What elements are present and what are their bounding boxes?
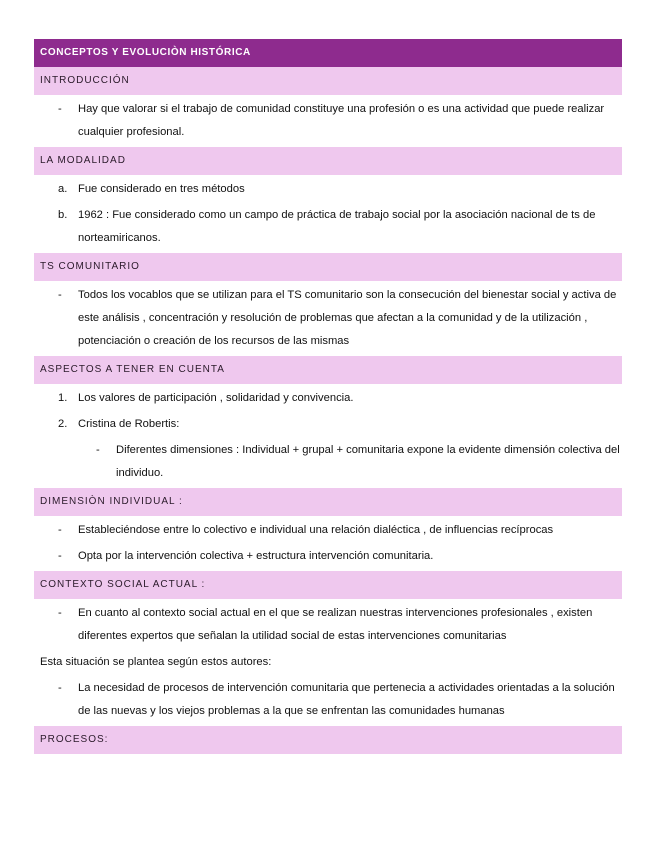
list-item — [34, 387, 622, 410]
list-item — [34, 413, 622, 436]
list-item — [34, 519, 622, 542]
bullet-list — [34, 284, 622, 353]
list-item — [34, 439, 622, 485]
list-marker: - — [58, 103, 62, 115]
list-item-text: Hay que valorar si el trabajo de comunidad constituye una profesión o es una actividad que puede realizar cualquier profesional. — [78, 103, 605, 138]
list-marker: a. — [58, 183, 68, 195]
list-marker: - — [96, 444, 100, 456]
section-heading: LA MODALIDAD — [34, 147, 622, 175]
bullet-list — [34, 602, 622, 648]
bullet-list — [34, 387, 622, 485]
list-marker: - — [58, 607, 62, 619]
sections-container — [34, 67, 622, 754]
list-item — [34, 204, 622, 250]
paragraph-text: Esta situación se plantea según estos autores: — [40, 656, 272, 668]
bullet-list — [34, 519, 622, 568]
section-contexto-social-actual — [34, 571, 622, 723]
list-marker: - — [58, 550, 62, 562]
list-item-text: La necesidad de procesos de intervención comunitaria que pertenecia a actividades orientadas a la solución de las nuevas y los viejos problemas a la que se enfrentan las comunidades humanas — [78, 682, 615, 717]
section-aspectos-a-tener-en-cuenta — [34, 356, 622, 485]
list-item-text: Los valores de participación , solidaridad y convivencia. — [78, 392, 354, 404]
list-marker: 2. — [58, 418, 68, 430]
list-marker: b. — [58, 209, 68, 221]
list-marker: - — [58, 289, 62, 301]
list-item — [34, 677, 622, 723]
list-item-text: En cuanto al contexto social actual en el que se realizan nuestras intervenciones profesionales , existen diferentes expertos que señalan la utilidad social de estas intervenciones comunitarias — [78, 607, 593, 642]
document-content — [34, 39, 622, 754]
list-item — [34, 545, 622, 568]
section-dimensi-n-individual — [34, 488, 622, 568]
list-item-text: Cristina de Robertis: — [78, 418, 180, 430]
list-marker: - — [58, 524, 62, 536]
list-marker: - — [58, 682, 62, 694]
document-title: CONCEPTOS Y EVOLUCIÒN HISTÓRICA — [34, 39, 622, 67]
list-item — [34, 284, 622, 353]
bullet-list — [34, 98, 622, 144]
section-heading: DIMENSIÒN INDIVIDUAL : — [34, 488, 622, 516]
list-item-text: Todos los vocablos que se utilizan para el TS comunitario son la consecución del bienestar social y activa de este análisis , concentración y resolución de problemas que afectan a la comunidad y de la utilización , potenciación o creación de los recursos de las mismas — [78, 289, 617, 347]
list-item-text: 1962 : Fue considerado como un campo de práctica de trabajo social por la asociación nacional de ts de norteamiricanos. — [78, 209, 596, 244]
list-item-text: Diferentes dimensiones : Individual + grupal + comunitaria expone la evidente dimensión colectiva del individuo. — [116, 444, 620, 479]
section-heading: PROCESOS: — [34, 726, 622, 754]
list-item — [34, 178, 622, 201]
bullet-list — [34, 178, 622, 250]
list-marker: 1. — [58, 392, 68, 404]
section-ts-comunitario — [34, 253, 622, 353]
list-item-text: Estableciéndose entre lo colectivo e individual una relación dialéctica , de influencias recíprocas — [78, 524, 554, 536]
section-introducci-n — [34, 67, 622, 144]
section-heading: ASPECTOS A TENER EN CUENTA — [34, 356, 622, 384]
section-heading: INTRODUCCIÓN — [34, 67, 622, 95]
section-heading: CONTEXTO SOCIAL ACTUAL : — [34, 571, 622, 599]
list-item — [34, 602, 622, 648]
section-la-modalidad — [34, 147, 622, 250]
list-item-text: Fue considerado en tres métodos — [78, 183, 245, 195]
section-procesos — [34, 726, 622, 754]
section-heading: TS COMUNITARIO — [34, 253, 622, 281]
bullet-list — [34, 677, 622, 723]
list-item — [34, 98, 622, 144]
list-item-text: Opta por la intervención colectiva + estructura intervención comunitaria. — [78, 550, 434, 562]
